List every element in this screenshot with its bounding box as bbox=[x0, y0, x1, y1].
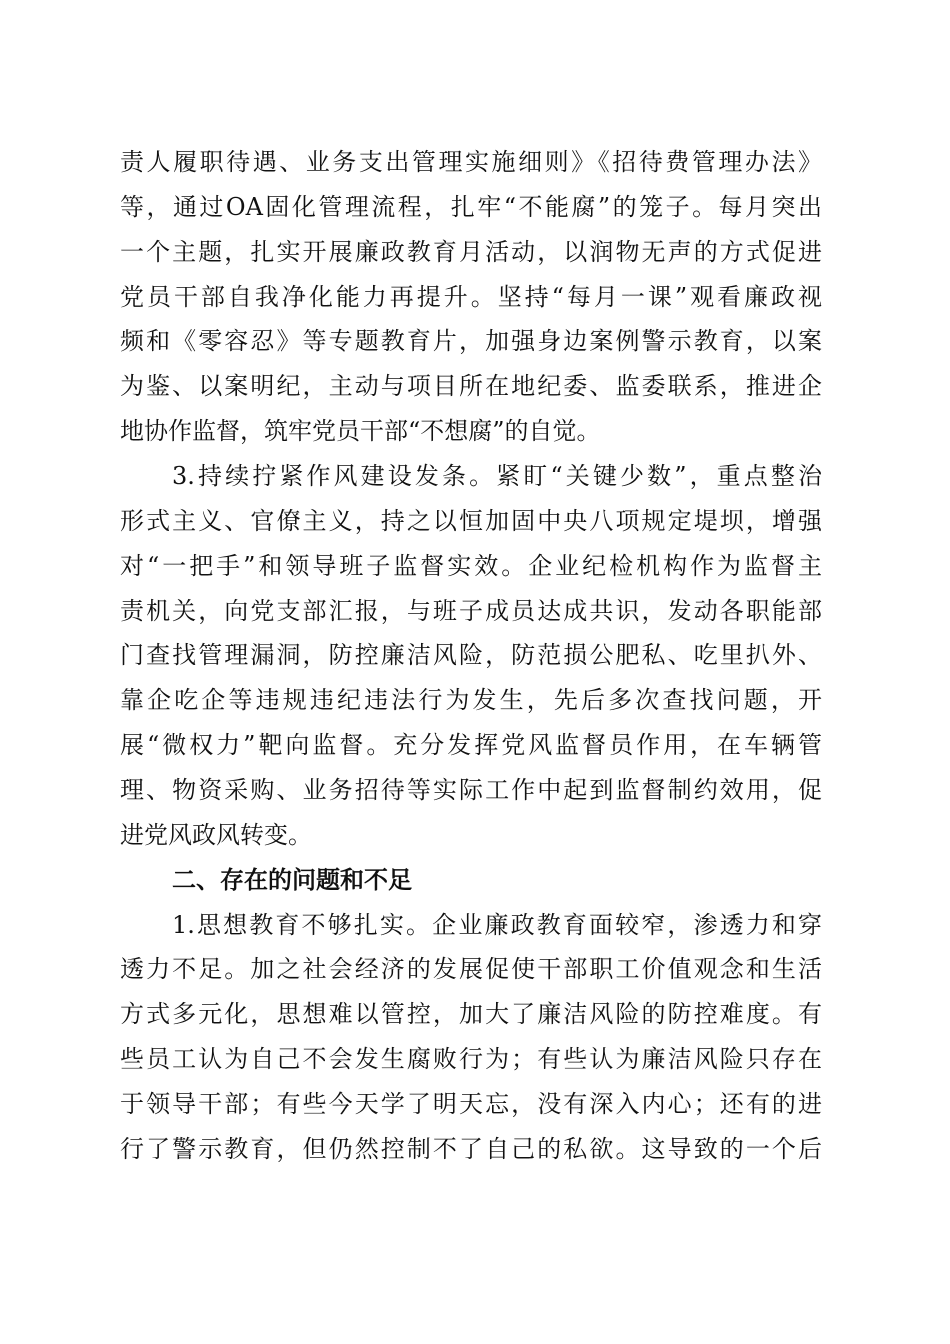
paragraph bbox=[120, 903, 822, 1172]
text-line: 于领导干部；有些今天学了明天忘，没有深入内心；还有的进 bbox=[120, 1090, 822, 1119]
section-heading: 二、存在的问题和不足 bbox=[172, 865, 412, 894]
text-line: 等，通过OA固化管理流程，扎牢“不能腐”的笼子。每月突出 bbox=[120, 192, 822, 221]
text-line: 些员工认为自己不会发生腐败行为；有些认为廉洁风险只存在 bbox=[120, 1045, 822, 1074]
text-line: 3.持续拧紧作风建设发条。紧盯“关键少数”，重点整治 bbox=[172, 462, 822, 491]
text-line: 形式主义、官僚主义，持之以恒加固中央八项规定堤坝，增强 bbox=[120, 506, 822, 535]
text-line: 靠企吃企等违规违纪违法行为发生，先后多次查找问题，开 bbox=[120, 686, 822, 715]
text-line: 党员干部自我净化能力再提升。坚持“每月一课”观看廉政视 bbox=[120, 282, 822, 311]
text-line: 频和《零容忍》等专题教育片，加强身边案例警示教育，以案 bbox=[120, 327, 822, 356]
text-line: 责人履职待遇、业务支出管理实施细则》《招待费管理办法》 bbox=[120, 148, 822, 176]
text-line: 门查找管理漏洞，防控廉洁风险，防范损公肥私、吃里扒外、 bbox=[120, 641, 822, 670]
text-line: 1.思想教育不够扎实。企业廉政教育面较窄，渗透力和穿 bbox=[172, 910, 822, 939]
text-line: 对“一把手”和领导班子监督实效。企业纪检机构作为监督主 bbox=[120, 551, 822, 580]
text-line: 地协作监督，筑牢党员干部“不想腐”的自觉。 bbox=[120, 417, 601, 446]
paragraph bbox=[120, 140, 822, 454]
text-line: 一个主题，扎实开展廉政教育月活动，以润物无声的方式促进 bbox=[120, 237, 822, 266]
text-line: 方式多元化，思想难以管控，加大了廉洁风险的防控难度。有 bbox=[120, 1000, 822, 1029]
text-line: 责机关，向党支部汇报，与班子成员达成共识，发动各职能部 bbox=[120, 596, 822, 625]
text-line: 理、物资采购、业务招待等实际工作中起到监督制约效用，促 bbox=[120, 776, 822, 805]
document-body bbox=[120, 140, 822, 1172]
text-line: 透力不足。加之社会经济的发展促使干部职工价值观念和生活 bbox=[120, 955, 822, 984]
text-line: 进党风政风转变。 bbox=[120, 820, 312, 849]
text-line: 为鉴、以案明纪，主动与项目所在地纪委、监委联系，推进企 bbox=[120, 372, 822, 401]
text-line: 行了警示教育，但仍然控制不了自己的私欲。这导致的一个后 bbox=[120, 1134, 822, 1163]
text-line: 展“微权力”靶向监督。充分发挥党风监督员作用，在车辆管 bbox=[120, 731, 822, 760]
paragraph bbox=[120, 454, 822, 858]
